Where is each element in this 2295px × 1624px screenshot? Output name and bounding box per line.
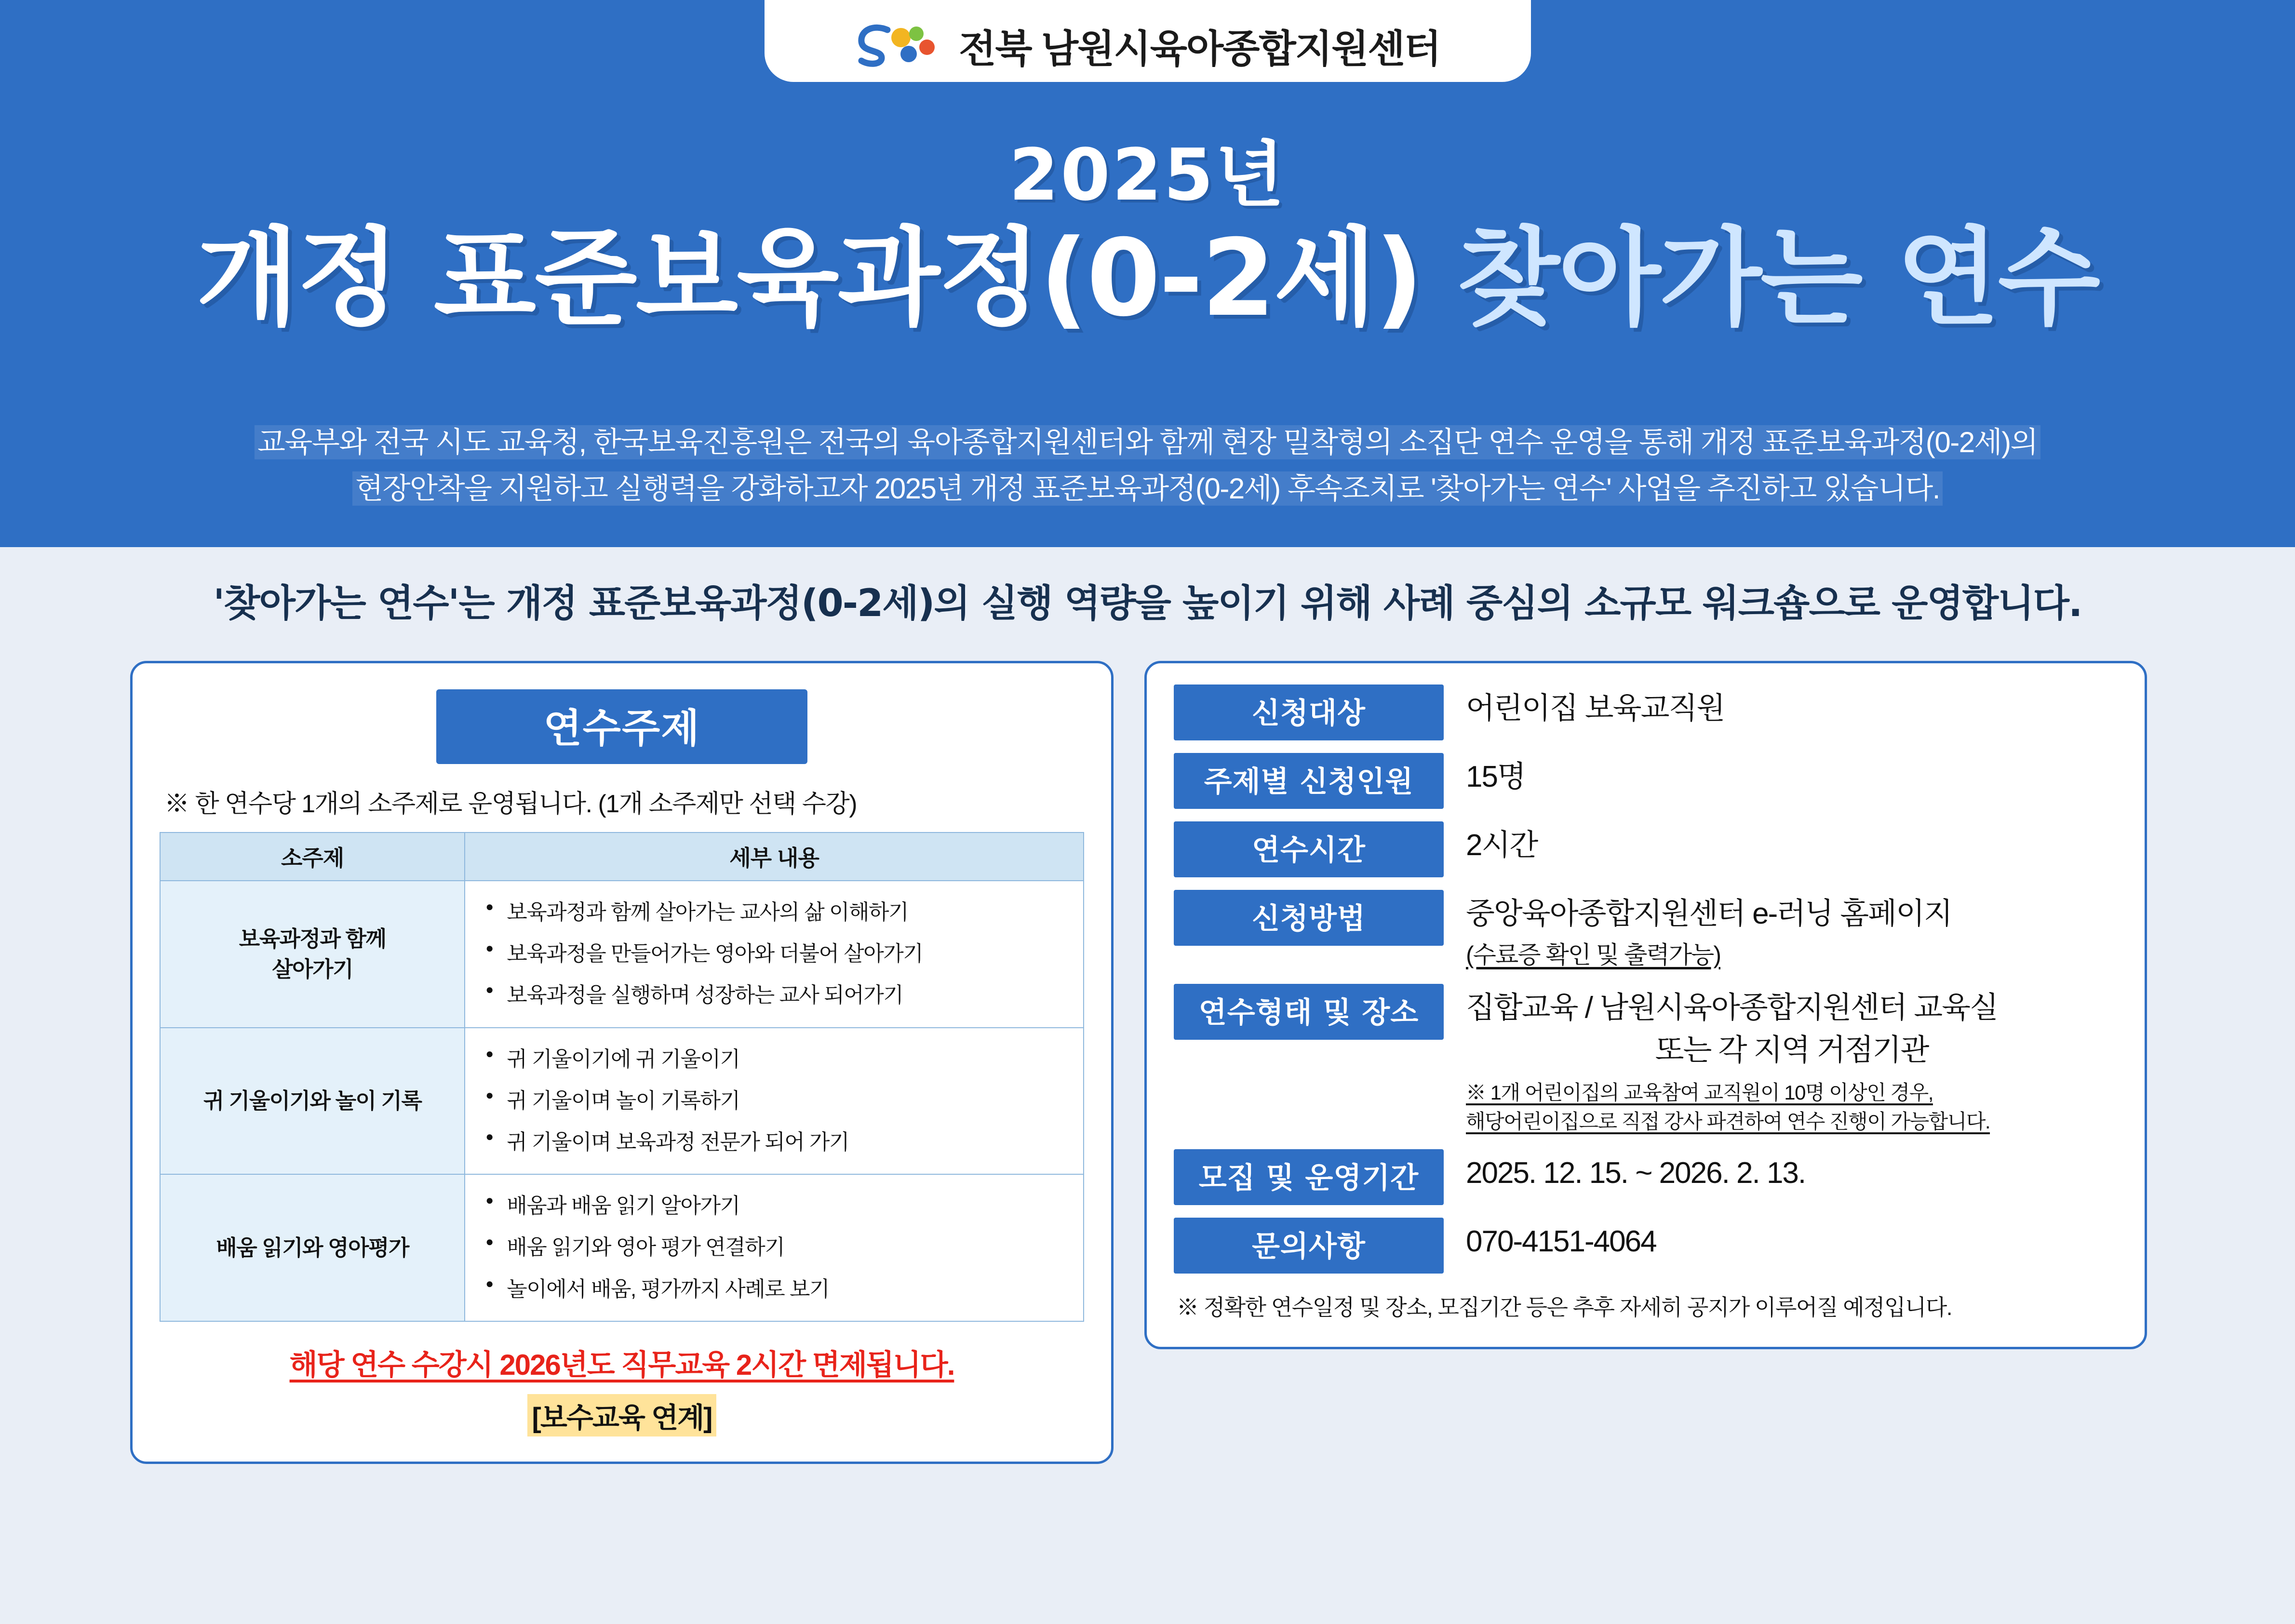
title-main-part2: 찾아가는 연수: [1457, 216, 2099, 340]
info-label: 신청대상: [1174, 684, 1444, 740]
topics-chip: 연수주제: [436, 689, 807, 764]
info-label: 연수형태 및 장소: [1174, 984, 1444, 1040]
info-bottom-note: ※ 정확한 연수일정 및 장소, 모집기간 등은 추후 자세히 공지가 이루어질 예정입니다.: [1177, 1295, 1952, 1320]
lead-line-2: 현장안착을 지원하고 실행력을 강화하고자 2025년 개정 표준보육과정(0-2세) 후속조치로 '찾아가는 연수' 사업을 추진하고 있습니다.: [352, 471, 1943, 506]
title-year: 2025년: [1009, 134, 1286, 216]
info-row-contact: [1174, 1218, 2118, 1274]
list-item: ● 귀 기울이며 놀이 기록하기: [482, 1080, 1074, 1122]
info-label: 신청방법: [1174, 890, 1444, 946]
table-row: [160, 1028, 1084, 1175]
title-main: [0, 193, 2295, 345]
table-header-subtopic: 소주제: [160, 832, 465, 881]
list-item: ● 보육과정을 실행하며 성장하는 교사 되어가기: [482, 975, 1074, 1016]
info-value: 2시간: [1466, 829, 1538, 862]
info-label: 문의사항: [1174, 1218, 1444, 1274]
info-value-text: 집합교육 / 남원시육아종합지원센터 교육실: [1466, 991, 1998, 1025]
info-value: 2025. 12. 15. ~ 2026. 2. 13.: [1466, 1156, 1806, 1190]
info-row-period: [1174, 1149, 2118, 1205]
topics-table: [160, 832, 1084, 1322]
subtopic-cell: 귀 기울이기와 놀이 기록: [160, 1028, 465, 1175]
details-cell: [465, 1174, 1084, 1321]
details-cell: [465, 1028, 1084, 1175]
info-row-duration: [1174, 821, 2118, 877]
info-label: 연수시간: [1174, 821, 1444, 877]
list-item: ● 보육과정을 만들어가는 영아와 더불어 살아가기: [482, 933, 1074, 975]
subtopic-cell: 배움 읽기와 영아평가: [160, 1174, 465, 1321]
details-cell: [465, 881, 1084, 1028]
list-item: ● 귀 기울이기에 귀 기울이기: [482, 1039, 1074, 1080]
list-item: ● 배움과 배움 읽기 알아가기: [482, 1185, 1074, 1227]
info-panel: [1144, 661, 2147, 1349]
list-item: ● 귀 기울이며 보육과정 전문가 되어 가기: [482, 1122, 1074, 1163]
info-value: [1444, 890, 2118, 971]
info-row-format-venue: [1174, 984, 2118, 1137]
subtitle: '찾아가는 연수'는 개정 표준보육과정(0-2세)의 실행 역량을 높이기 위해 사례 중심의 소규모 워크숍으로 운영합니다.: [213, 582, 2082, 625]
info-value-note: ※ 1개 어린이집의 교육참여 교직원이 10명 이상인 경우, 해당어린이집으로 직접 강사 파견하여 연수 진행이 가능합니다.: [1466, 1081, 1990, 1133]
info-value-text: 중앙육아종합지원센터 e-러닝 홈페이지: [1466, 897, 1952, 930]
list-item: ● 놀이에서 배움, 평가까지 사례로 보기: [482, 1269, 1074, 1310]
info-value-text-2: 또는 각 지역 거점기관: [1655, 1033, 1929, 1067]
top-banner: [0, 0, 2295, 547]
sci-logo-icon: [855, 19, 946, 72]
panels: [0, 627, 2295, 1464]
topics-note: ※ 한 연수당 1개의 소주제로 운영됩니다. (1개 소주제만 선택 수강): [164, 790, 857, 818]
info-label: 모집 및 운영기간: [1174, 1149, 1444, 1205]
logo-pill: [765, 0, 1531, 82]
info-value: 070-4151-4064: [1466, 1225, 1656, 1259]
lead-line-1: 교육부와 전국 시도 교육청, 한국보육진흥원은 전국의 육아종합지원센터와 함께 현장 밀착형의 소집단 연수 운영을 통해 개정 표준보육과정(0-2세)의: [255, 425, 2040, 459]
highlight-note-wrap: [160, 1383, 1084, 1436]
info-row-apply-method: [1174, 890, 2118, 971]
info-value-sub: (수료증 확인 및 출력가능): [1466, 941, 1720, 968]
table-header-details: 세부 내용: [465, 832, 1084, 881]
table-row: [160, 1174, 1084, 1321]
info-label: 주제별 신청인원: [1174, 753, 1444, 809]
lead-paragraph: [0, 419, 2295, 512]
info-row-capacity: [1174, 753, 2118, 809]
info-row-target: [1174, 684, 2118, 740]
topics-panel: [130, 661, 1114, 1464]
info-value: 15명: [1466, 760, 1525, 793]
logo-inner: [855, 18, 1440, 73]
table-row: [160, 881, 1084, 1028]
logo-text: 전북 남원시육아종합지원센터: [959, 27, 1440, 70]
table-header-row: [160, 832, 1084, 881]
info-value: [1444, 984, 2118, 1137]
info-value: 어린이집 보육교직원: [1466, 692, 1725, 725]
title-main-part1: 개정 표준보육과정(0-2세): [196, 216, 1422, 340]
list-item: ● 보육과정과 함께 살아가는 교사의 삶 이해하기: [482, 892, 1074, 933]
list-item: ● 배움 읽기와 영아 평가 연결하기: [482, 1227, 1074, 1268]
highlight-note: [보수교육 연계]: [527, 1394, 717, 1436]
subtopic-cell: 보육과정과 함께 살아가기: [160, 881, 465, 1028]
exemption-note: 해당 연수 수강시 2026년도 직무교육 2시간 면제됩니다.: [289, 1348, 954, 1381]
